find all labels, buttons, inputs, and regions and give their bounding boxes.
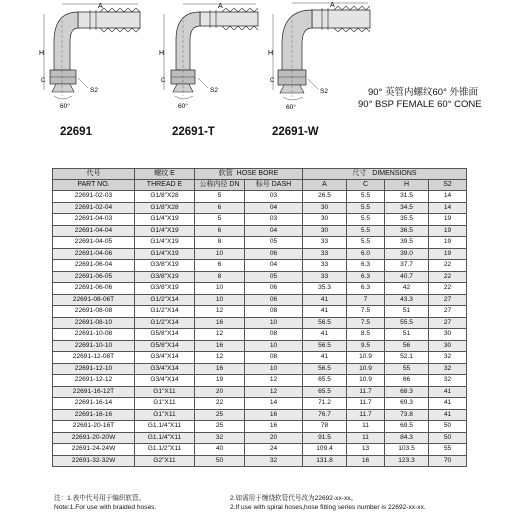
header-h: H bbox=[385, 180, 429, 191]
table-row bbox=[53, 432, 467, 444]
table-cell: 14 bbox=[245, 398, 303, 410]
table-cell: 04 bbox=[245, 225, 303, 237]
table-cell: 04 bbox=[245, 202, 303, 214]
table-cell: 22691-08-06T bbox=[53, 294, 135, 306]
table-cell: 16 bbox=[347, 455, 385, 467]
table-cell: 04 bbox=[245, 260, 303, 272]
table-cell: 131.8 bbox=[303, 455, 347, 467]
table-cell: 5 bbox=[195, 214, 245, 226]
table-cell: 56 bbox=[385, 340, 429, 352]
table-cell: 10 bbox=[195, 283, 245, 295]
dim-h-label: H bbox=[39, 50, 45, 57]
table-cell: 22691-02-03 bbox=[53, 191, 135, 203]
table-cell: G1/4"X19 bbox=[135, 225, 195, 237]
table-cell: 41 bbox=[429, 409, 467, 421]
table-row bbox=[53, 409, 467, 421]
table-cell: 5.5 bbox=[347, 225, 385, 237]
table-cell: 27 bbox=[429, 306, 467, 318]
header-dash: 标号 DASH bbox=[245, 180, 303, 191]
table-cell: 71.2 bbox=[303, 398, 347, 410]
table-cell: 11.7 bbox=[347, 386, 385, 398]
table-cell: G1/4"X19 bbox=[135, 248, 195, 260]
table-cell: 05 bbox=[245, 271, 303, 283]
caption-english: 90° BSP FEMALE 60° CONE bbox=[358, 99, 482, 110]
dim-a-label: A bbox=[98, 3, 103, 10]
dim-c-label: C bbox=[41, 78, 46, 84]
table-row bbox=[53, 294, 467, 306]
table-cell: 40 bbox=[195, 444, 245, 456]
table-cell: 22691-06-04 bbox=[53, 260, 135, 272]
table-cell: 8 bbox=[195, 271, 245, 283]
table-cell: 11 bbox=[347, 421, 385, 433]
cone-angle-label: 60° bbox=[60, 103, 70, 110]
table-cell: 08 bbox=[245, 306, 303, 318]
table-cell: 16 bbox=[195, 317, 245, 329]
table-cell: 11.7 bbox=[347, 409, 385, 421]
table-cell: 22 bbox=[429, 283, 467, 295]
dim-s2-label: S2 bbox=[210, 87, 218, 94]
table-row bbox=[53, 248, 467, 260]
table-cell: 08 bbox=[245, 329, 303, 341]
header-thread-en: THREAD E bbox=[135, 180, 195, 191]
table-cell: 12 bbox=[245, 375, 303, 387]
table-cell: 55.5 bbox=[385, 317, 429, 329]
table-cell: G1.1/4"X11 bbox=[135, 432, 195, 444]
table-cell: 103.5 bbox=[385, 444, 429, 456]
table-row bbox=[53, 386, 467, 398]
table-cell: 5.5 bbox=[347, 237, 385, 249]
header-thread-cn: 螺纹 E bbox=[135, 169, 195, 180]
table-cell: 50 bbox=[429, 421, 467, 433]
table-cell: 33 bbox=[303, 248, 347, 260]
table-cell: 84.3 bbox=[385, 432, 429, 444]
table-cell: 27 bbox=[429, 294, 467, 306]
table-row bbox=[53, 375, 467, 387]
table-cell: 22691-08-08 bbox=[53, 306, 135, 318]
table-cell: 19 bbox=[429, 237, 467, 249]
table-cell: 6.0 bbox=[347, 248, 385, 260]
table-cell: 10.9 bbox=[347, 352, 385, 364]
dim-h-label: H bbox=[159, 50, 165, 57]
table-cell: 6 bbox=[195, 202, 245, 214]
table-cell: 32 bbox=[195, 432, 245, 444]
table-cell: 22691-04-06 bbox=[53, 248, 135, 260]
table-cell: 5.5 bbox=[347, 214, 385, 226]
table-row bbox=[53, 329, 467, 341]
table-cell: 69.5 bbox=[385, 421, 429, 433]
table-cell: 8.5 bbox=[347, 329, 385, 341]
table-cell: 56.5 bbox=[303, 317, 347, 329]
table-cell: 43.3 bbox=[385, 294, 429, 306]
table-cell: 9.5 bbox=[347, 340, 385, 352]
table-cell: 06 bbox=[245, 283, 303, 295]
table-cell: 78 bbox=[303, 421, 347, 433]
table-cell: 65.5 bbox=[303, 386, 347, 398]
table-cell: 41 bbox=[429, 398, 467, 410]
table-row bbox=[53, 340, 467, 352]
table-cell: 5 bbox=[195, 191, 245, 203]
elbow-fitting-drawing-22691-W bbox=[268, 0, 378, 115]
table-cell: 14 bbox=[429, 191, 467, 203]
table-cell: 6.3 bbox=[347, 271, 385, 283]
table-cell: 16 bbox=[245, 409, 303, 421]
table-cell: 12 bbox=[195, 352, 245, 364]
table-cell: 27 bbox=[429, 317, 467, 329]
table-row bbox=[53, 352, 467, 364]
part-label-22691: 22691 bbox=[60, 126, 92, 138]
table-cell: G3/8"X19 bbox=[135, 271, 195, 283]
table-cell: 69.3 bbox=[385, 398, 429, 410]
table-row bbox=[53, 444, 467, 456]
table-cell: 51 bbox=[385, 306, 429, 318]
table-cell: 34.5 bbox=[385, 202, 429, 214]
table-row bbox=[53, 225, 467, 237]
table-cell: 7.5 bbox=[347, 317, 385, 329]
table-cell: 11.7 bbox=[347, 398, 385, 410]
table-cell: 03 bbox=[245, 214, 303, 226]
table-cell: 33 bbox=[303, 260, 347, 272]
header-dn: 公称内径 DN bbox=[195, 180, 245, 191]
table-cell: 19 bbox=[195, 375, 245, 387]
table-cell: 41 bbox=[303, 294, 347, 306]
table-cell: G1/2"X14 bbox=[135, 294, 195, 306]
table-row bbox=[53, 398, 467, 410]
table-cell: 51 bbox=[385, 329, 429, 341]
dim-c-label: C bbox=[161, 78, 166, 84]
table-cell: 10 bbox=[245, 363, 303, 375]
table-cell: G1.1/2"X11 bbox=[135, 444, 195, 456]
table-cell: 10 bbox=[195, 248, 245, 260]
table-cell: 31.5 bbox=[385, 191, 429, 203]
header-dimensions: 尺寸 DIMENSIONS bbox=[303, 169, 467, 180]
table-cell: G3/8"X19 bbox=[135, 260, 195, 272]
table-cell: 19 bbox=[429, 248, 467, 260]
specification-table bbox=[52, 168, 467, 467]
table-cell: 22691-10-10 bbox=[53, 340, 135, 352]
table-cell: G3/4"X14 bbox=[135, 375, 195, 387]
table-cell: 35.5 bbox=[385, 214, 429, 226]
table-cell: 08 bbox=[245, 352, 303, 364]
table-cell: G5/8"X14 bbox=[135, 340, 195, 352]
table-cell: 37.7 bbox=[385, 260, 429, 272]
table-cell: 25 bbox=[195, 421, 245, 433]
table-cell: 36.5 bbox=[385, 225, 429, 237]
caption-chinese: 90° 英管内螺纹60° 外锥面 bbox=[368, 87, 479, 98]
table-cell: 6.3 bbox=[347, 283, 385, 295]
table-cell: 56.5 bbox=[303, 363, 347, 375]
table-cell: 19 bbox=[429, 225, 467, 237]
table-cell: 52.1 bbox=[385, 352, 429, 364]
table-cell: 109.4 bbox=[303, 444, 347, 456]
table-cell: 91.5 bbox=[303, 432, 347, 444]
table-cell: 7.5 bbox=[347, 306, 385, 318]
table-cell: 55 bbox=[429, 444, 467, 456]
dim-c-label: C bbox=[270, 78, 275, 84]
table-cell: 6 bbox=[195, 225, 245, 237]
table-cell: 65.5 bbox=[303, 375, 347, 387]
table-cell: 41 bbox=[303, 352, 347, 364]
table-cell: 5.5 bbox=[347, 202, 385, 214]
table-cell: 22691-24-24W bbox=[53, 444, 135, 456]
table-cell: 22691-04-03 bbox=[53, 214, 135, 226]
table-cell: 10.9 bbox=[347, 363, 385, 375]
header-s2: S2 bbox=[429, 180, 467, 191]
table-cell: 20 bbox=[195, 386, 245, 398]
header-c: C bbox=[347, 180, 385, 191]
elbow-fitting-drawing-22691-T bbox=[158, 0, 268, 115]
table-cell: 22691-16-14 bbox=[53, 398, 135, 410]
table-cell: 30 bbox=[429, 340, 467, 352]
table-cell: 50 bbox=[429, 432, 467, 444]
table-cell: 30 bbox=[303, 225, 347, 237]
table-cell: G3/4"X14 bbox=[135, 352, 195, 364]
table-cell: 25 bbox=[195, 409, 245, 421]
table-row bbox=[53, 283, 467, 295]
table-cell: 41 bbox=[303, 306, 347, 318]
table-cell: 10 bbox=[195, 294, 245, 306]
table-cell: 22691-12-08T bbox=[53, 352, 135, 364]
table-cell: 22691-06-06 bbox=[53, 283, 135, 295]
table-cell: 22691-06-05 bbox=[53, 271, 135, 283]
table-cell: 22 bbox=[429, 260, 467, 272]
table-cell: 10 bbox=[245, 317, 303, 329]
dim-a-label: A bbox=[330, 2, 335, 9]
table-cell: G1"X11 bbox=[135, 386, 195, 398]
table-cell: 26.5 bbox=[303, 191, 347, 203]
table-cell: 50 bbox=[195, 455, 245, 467]
table-row bbox=[53, 455, 467, 467]
header-part-no-cn: 代号 bbox=[53, 169, 135, 180]
table-cell: 76.7 bbox=[303, 409, 347, 421]
table-cell: 39.5 bbox=[385, 237, 429, 249]
table-cell: 22 bbox=[429, 271, 467, 283]
notes bbox=[52, 494, 472, 512]
note-1-cn: 注：1.表中代号用于编织软管。 bbox=[54, 495, 146, 502]
table-cell: G1/2"X14 bbox=[135, 306, 195, 318]
table-cell: 73.8 bbox=[385, 409, 429, 421]
table-cell: 30 bbox=[429, 329, 467, 341]
table-cell: 11 bbox=[347, 432, 385, 444]
dim-s2-label: S2 bbox=[320, 88, 328, 95]
table-cell: 10.9 bbox=[347, 375, 385, 387]
table-cell: 06 bbox=[245, 294, 303, 306]
table-cell: 22691-02-04 bbox=[53, 202, 135, 214]
table-cell: 123.3 bbox=[385, 455, 429, 467]
table-cell: 30 bbox=[303, 214, 347, 226]
table-cell: 16 bbox=[195, 340, 245, 352]
table-row bbox=[53, 271, 467, 283]
part-label-22691-W: 22691-W bbox=[272, 126, 319, 138]
table-cell: 32 bbox=[429, 363, 467, 375]
table-cell: G1/2"X14 bbox=[135, 317, 195, 329]
table-cell: 68.3 bbox=[385, 386, 429, 398]
table-cell: 22691-04-04 bbox=[53, 225, 135, 237]
table-cell: 22691-16-16 bbox=[53, 409, 135, 421]
drawings-area bbox=[0, 0, 520, 120]
table-cell: 7 bbox=[347, 294, 385, 306]
table-cell: 35.3 bbox=[303, 283, 347, 295]
table-cell: 12 bbox=[245, 386, 303, 398]
table-cell: 22691-04-05 bbox=[53, 237, 135, 249]
table-cell: G1/4"X19 bbox=[135, 214, 195, 226]
table-cell: 20 bbox=[245, 432, 303, 444]
dim-s2-label: S2 bbox=[90, 87, 98, 94]
table-cell: 16 bbox=[195, 363, 245, 375]
dim-a-label: A bbox=[218, 3, 223, 10]
header-part-no-en: PART NO. bbox=[53, 180, 135, 191]
note-2-cn: 2.如需用于缠绕软管代号改为22692-xx-xx。 bbox=[230, 495, 358, 502]
table-cell: 22691-10-08 bbox=[53, 329, 135, 341]
table-cell: 56.5 bbox=[303, 340, 347, 352]
table-cell: 19 bbox=[429, 214, 467, 226]
table-cell: 33 bbox=[303, 271, 347, 283]
table-cell: 22 bbox=[195, 398, 245, 410]
table-cell: 32 bbox=[245, 455, 303, 467]
table-cell: 41 bbox=[303, 329, 347, 341]
table-row bbox=[53, 191, 467, 203]
table-row bbox=[53, 306, 467, 318]
table-cell: 10 bbox=[245, 340, 303, 352]
table-cell: 55 bbox=[385, 363, 429, 375]
table-cell: 70 bbox=[429, 455, 467, 467]
table-cell: G3/4"X14 bbox=[135, 363, 195, 375]
table-cell: G1/8"X28 bbox=[135, 202, 195, 214]
table-row bbox=[53, 421, 467, 433]
cone-angle-label: 60° bbox=[286, 104, 296, 111]
table-cell: 13 bbox=[347, 444, 385, 456]
table-cell: 22691-16-12T bbox=[53, 386, 135, 398]
table-cell: G1.1/4"X11 bbox=[135, 421, 195, 433]
header-a: A bbox=[303, 180, 347, 191]
cone-angle-label: 60° bbox=[178, 103, 188, 110]
table-header-row-cn bbox=[53, 169, 467, 180]
table-cell: 16 bbox=[245, 421, 303, 433]
table-cell: G2"X11 bbox=[135, 455, 195, 467]
part-label-22691-T: 22691-T bbox=[172, 126, 215, 138]
table-row bbox=[53, 237, 467, 249]
table-cell: G1"X11 bbox=[135, 409, 195, 421]
table-cell: G5/8"X14 bbox=[135, 329, 195, 341]
table-cell: 05 bbox=[245, 237, 303, 249]
table-cell: 22691-32-32W bbox=[53, 455, 135, 467]
table-cell: 66 bbox=[385, 375, 429, 387]
table-cell: 22691-08-10 bbox=[53, 317, 135, 329]
note-1-en: Note:1.For use with braided hoses. bbox=[54, 504, 157, 511]
table-cell: 41 bbox=[429, 386, 467, 398]
table-cell: 6.3 bbox=[347, 260, 385, 272]
elbow-fitting-drawing-22691 bbox=[38, 0, 148, 115]
table-header-row-en bbox=[53, 180, 467, 191]
table-row bbox=[53, 260, 467, 272]
table-cell: 6 bbox=[195, 260, 245, 272]
table-cell: 22691-20-20W bbox=[53, 432, 135, 444]
table-cell: 32 bbox=[429, 352, 467, 364]
table-cell: 42 bbox=[385, 283, 429, 295]
table-cell: 12 bbox=[195, 329, 245, 341]
table-cell: 8 bbox=[195, 237, 245, 249]
table-cell: 24 bbox=[245, 444, 303, 456]
table-cell: G3/8"X19 bbox=[135, 283, 195, 295]
table-cell: 30 bbox=[303, 202, 347, 214]
table-cell: 40.7 bbox=[385, 271, 429, 283]
table-cell: 5.5 bbox=[347, 191, 385, 203]
table-cell: 39.0 bbox=[385, 248, 429, 260]
table-cell: 06 bbox=[245, 248, 303, 260]
table-cell: G1"X11 bbox=[135, 398, 195, 410]
table-cell: 33 bbox=[303, 237, 347, 249]
note-2-en: 2.If use with spiral hoses,hose fitting series number is 22692-xx-xx. bbox=[230, 504, 426, 511]
table-row bbox=[53, 317, 467, 329]
table-cell: 22691-12-10 bbox=[53, 363, 135, 375]
table-cell: 22691-12-12 bbox=[53, 375, 135, 387]
dim-h-label: H bbox=[268, 50, 274, 57]
table-cell: 32 bbox=[429, 375, 467, 387]
table-row bbox=[53, 214, 467, 226]
table-cell: 14 bbox=[429, 202, 467, 214]
table-row bbox=[53, 363, 467, 375]
table-cell: G1/4"X19 bbox=[135, 237, 195, 249]
header-hose-bore: 软管 HOSE BORE bbox=[195, 169, 303, 180]
table-cell: 03 bbox=[245, 191, 303, 203]
table-cell: 12 bbox=[195, 306, 245, 318]
table-row bbox=[53, 202, 467, 214]
table-cell: G1/8"X28 bbox=[135, 191, 195, 203]
table-cell: 22691-20-16T bbox=[53, 421, 135, 433]
table-body bbox=[53, 191, 467, 467]
